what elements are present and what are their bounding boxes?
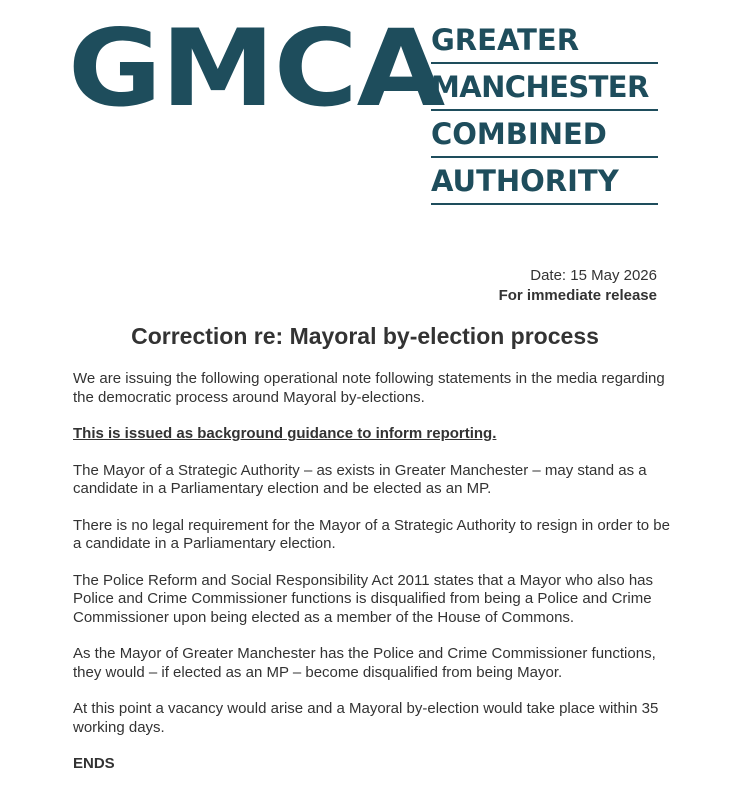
logo-word-combined: COMBINED: [431, 116, 658, 158]
logo-word-greater: GREATER: [431, 22, 658, 64]
ends-marker: ENDS: [73, 755, 115, 772]
paragraph-guidance-note: This is issued as background guidance to inform reporting.: [73, 425, 497, 442]
logo-wordmark: [431, 22, 658, 210]
paragraph-police-reform-act: The Police Reform and Social Responsibility Act 2011 states that a Mayor who also has Police and Crime Commissioner functions is disqualified from being a Police and Crime Commissioner upon being elected as a member of the House of Commons.: [73, 571, 654, 626]
paragraph-intro: We are issuing the following operational note following statements in the media regarding the democratic process around Mayoral by-elections.: [73, 370, 665, 406]
logo-word-manchester: MANCHESTER: [431, 69, 658, 111]
headline: Correction re: Mayoral by-election process: [131, 323, 599, 349]
paragraph-disqualification: As the Mayor of Greater Manchester has the Police and Crime Commissioner functions, they would – if elected as an MP – become disqualified from being Mayor.: [73, 645, 656, 681]
release-status: For immediate release: [498, 287, 657, 304]
press-release-body: [73, 370, 673, 792]
release-meta: [499, 266, 657, 306]
logo-mark: GMCA: [68, 7, 445, 130]
paragraph-mayor-can-stand: The Mayor of a Strategic Authority – as exists in Greater Manchester – may stand as a candidate in a Parliamentary election and be elected as an MP.: [73, 461, 647, 497]
release-date: Date: 15 May 2026: [530, 267, 657, 284]
gmca-logo: [0, 0, 730, 220]
paragraph-by-election: At this point a vacancy would arise and a Mayoral by-election would take place within 35 working days.: [73, 700, 659, 736]
paragraph-no-resign-requirement: There is no legal requirement for the Mayor of a Strategic Authority to resign in order to be a candidate in a Parliamentary election.: [73, 516, 670, 552]
logo-word-authority: AUTHORITY: [431, 163, 658, 205]
